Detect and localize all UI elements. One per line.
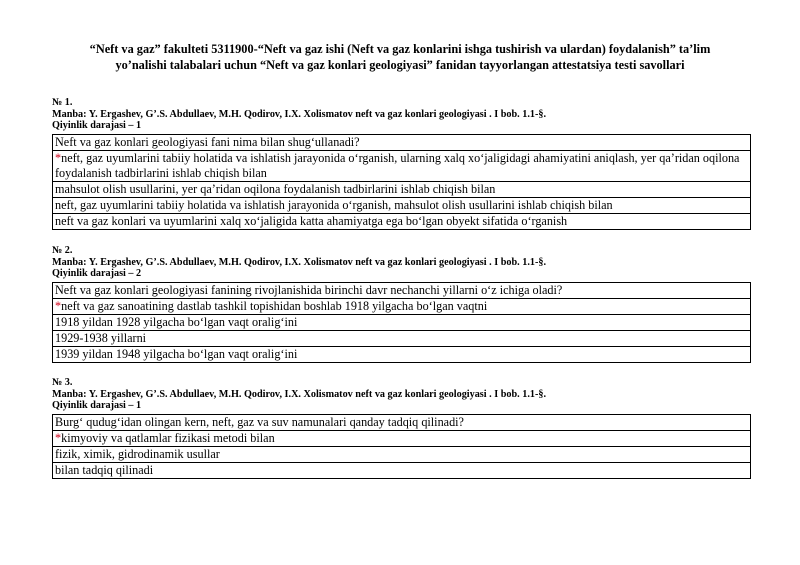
answer-option-row [53,213,751,229]
question-text: Burg‘ qudug‘idan olingan kern, neft, gaz va suv namunalari qanday tadqiq qilinadi? [53,414,751,430]
question-block-2 [52,245,751,363]
title-line-1: “Neft va gaz” fakulteti 5311900-“Neft va gaz ishi (Neft va gaz konlarini ishga tushirish va ulardan) foydalanish” ta’lim [89,42,711,56]
question-block-3 [52,377,751,479]
question-row [53,414,751,430]
answer-option: neft, gaz uyumlarini tabiiy holatida va ishlatish jarayonida o‘rganish, mahsulot olish usullarini ishlab chiqish bilan [53,197,751,213]
question-number: № 2. [52,245,73,256]
answer-table [52,414,751,479]
document-title [40,41,760,73]
answer-option-row [53,330,751,346]
correct-answer-row [53,150,751,181]
question-source: Manba: Y. Ergashev, G’.S. Abdullaev, M.H. Qodirov, I.X. Xolismatov neft va gaz konlari geologiyasi . I bob. 1.1-§. [52,388,547,400]
question-text: Neft va gaz konlari geologiyasi fanining rivojlanishida birinchi davr nechanchi yillarni o‘z ichiga oladi? [53,282,751,298]
question-difficulty: Qiyinlik darajasi – 1 [52,400,142,411]
correct-answer-marker: * [55,430,62,445]
answer-option-row [53,314,751,330]
answer-table [52,282,751,363]
answer-option: neft va gaz konlari va uyumlarini xalq xo‘jaligida katta ahamiyatga ega bo‘lgan obyekt sifatida o‘rganish [53,213,751,229]
answer-option-row [53,346,751,362]
answer-option: mahsulot olish usullarini, yer qa’ridan oqilona foydalanish tadbirlarini ishlab chiqish bilan [53,181,751,197]
answer-option: 1918 yildan 1928 yilgacha bo‘lgan vaqt oralig‘ini [53,314,751,330]
question-row [53,134,751,150]
answer-option-row [53,462,751,478]
answer-option: 1929-1938 yillarni [53,330,751,346]
answer-option-row [53,446,751,462]
question-number: № 3. [52,377,73,388]
correct-answer-text: neft, gaz uyumlarini tabiiy holatida va ishlatish jarayonida o‘rganish, ularning xalq xo‘jaligidagi ahamiyatini aniqlash, yer qa’ridan oqilona foydalanish tadbirlarini ishlab chiqish bilan [55,150,740,180]
correct-answer-text: kimyoviy va qatlamlar fizikasi metodi bilan [61,430,275,445]
correct-answer-marker: * [55,298,62,313]
answer-table [52,134,751,230]
correct-answer-row [53,298,751,314]
question-number: № 1. [52,97,73,108]
question-block-1 [52,97,751,230]
correct-answer-row [53,430,751,446]
answer-option: fizik, ximik, gidrodinamik usullar [53,446,751,462]
answer-option-row [53,197,751,213]
question-difficulty: Qiyinlik darajasi – 2 [52,268,142,279]
answer-option: 1939 yildan 1948 yilgacha bo‘lgan vaqt oralig‘ini [53,346,751,362]
correct-answer-marker: * [55,150,62,165]
answer-option-row [53,181,751,197]
question-source: Manba: Y. Ergashev, G’.S. Abdullaev, M.H. Qodirov, I.X. Xolismatov neft va gaz konlari geologiyasi . I bob. 1.1-§. [52,108,547,120]
question-source: Manba: Y. Ergashev, G’.S. Abdullaev, M.H. Qodirov, I.X. Xolismatov neft va gaz konlari geologiyasi . I bob. 1.1-§. [52,256,547,268]
title-line-2: yo’nalishi talabalari uchun “Neft va gaz konlari geologiyasi” fanidan tayyorlangan attestatsiya testi savollari [115,58,685,72]
correct-answer-text: neft va gaz sanoatining dastlab tashkil topishidan boshlab 1918 yilgacha bo‘lgan vaqtni [61,298,488,313]
question-difficulty: Qiyinlik darajasi – 1 [52,120,142,131]
question-text: Neft va gaz konlari geologiyasi fani nima bilan shug‘ullanadi? [53,134,751,150]
question-row [53,282,751,298]
answer-option: bilan tadqiq qilinadi [53,462,751,478]
